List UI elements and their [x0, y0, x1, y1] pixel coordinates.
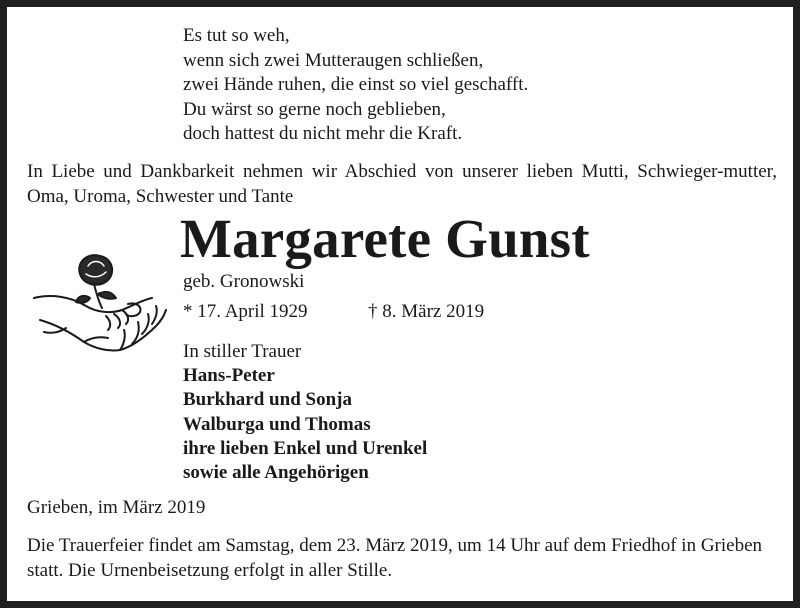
mourner-name: Hans-Peter: [183, 365, 275, 387]
place-and-date: Grieben, im März 2019: [27, 497, 206, 518]
mourner-name: sowie alle Angehörigen: [183, 462, 369, 484]
poem-line: Es tut so weh,: [183, 25, 290, 46]
life-dates: [183, 300, 484, 324]
mourner-name: ihre lieben Enkel und Urenkel: [183, 437, 428, 459]
hands-with-rose-icon: [30, 248, 170, 360]
poem-line: Du wärst so gerne noch geblieben,: [183, 98, 446, 120]
poem: [183, 24, 528, 147]
intro-text: In Liebe und Dankbarkeit nehmen wir Abschied von unserer lieben Mutti, Schwieger-mutter, Oma, Uroma, Schwester und Tante: [27, 161, 777, 207]
birth-date: * 17. April 1929: [183, 301, 308, 322]
funeral-note: Die Trauerfeier findet am Samstag, dem 23. März 2019, um 14 Uhr auf dem Friedhof in Grieben statt. Die Urnenbeisetzung erfolgt in aller Stille.: [27, 535, 763, 581]
poem-line: wenn sich zwei Mutteraugen schließen,: [183, 49, 484, 71]
mourner-name: Walburga und Thomas: [183, 413, 371, 435]
poem-line: zwei Hände ruhen, die einst so viel geschafft.: [183, 74, 529, 95]
deceased-name: Margarete Gunst: [180, 208, 590, 269]
birth-name: geb. Gronowski: [183, 271, 305, 292]
mourners-block: [183, 340, 427, 485]
poem-line: doch hattest du nicht mehr die Kraft.: [183, 123, 463, 144]
mourner-name: Burkhard und Sonja: [183, 389, 352, 411]
death-date: † 8. März 2019: [368, 301, 485, 322]
mourners-heading: In stiller Trauer: [183, 341, 302, 362]
